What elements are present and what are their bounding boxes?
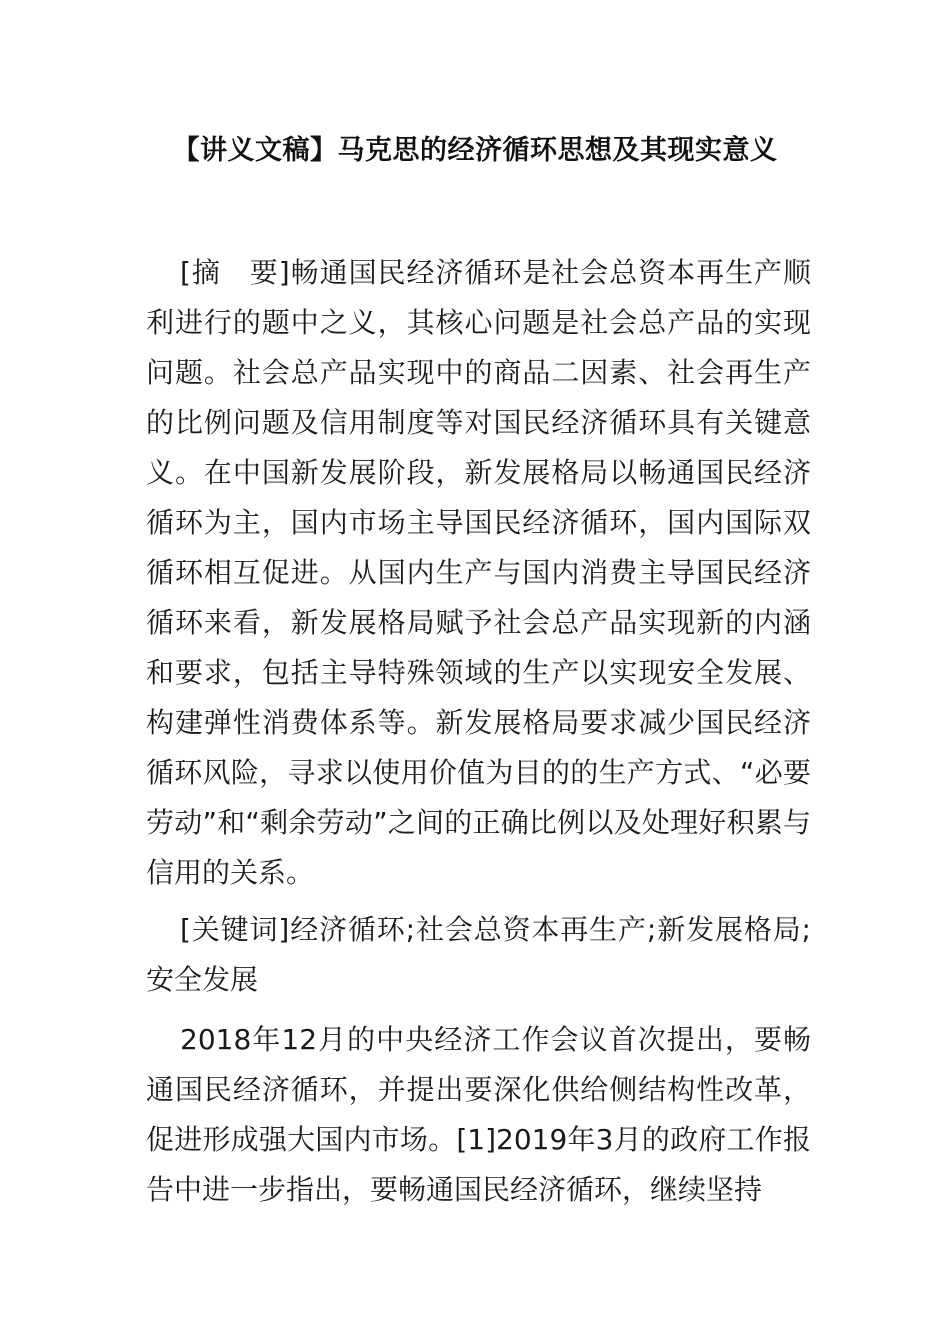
intro-paragraph: 2018年12月的中央经济工作会议首次提出，要畅通国民经济循环，并提出要深化供给侧结构性改革，促进形成强大国内市场。[1]2019年3月的政府工作报告中进一步指出，要畅通国民经济循环，继续坚持	[146, 1023, 811, 1206]
document-title: 【讲义文稿】马克思的经济循环思想及其现实意义	[172, 135, 778, 166]
keywords-paragraph: [关键词]经济循环;社会总资本再生产;新发展格局;安全发展	[146, 913, 811, 996]
abstract-paragraph: [摘 要]畅通国民经济循环是社会总资本再生产顺利进行的题中之义，其核心问题是社会总产品的实现问题。社会总产品实现中的商品二因素、社会再生产的比例问题及信用制度等对国民经济循环具有关键意义。在中国新发展阶段，新发展格局以畅通国民经济循环为主，国内市场主导国民经济循环，国内国际双循环相互促进。从国内生产与国内消费主导国民经济循环来看，新发展格局赋予社会总产品实现新的内涵和要求，包括主导特殊领域的生产以实现安全发展、构建弹性消费体系等。新发展格局要求减少国民经济循环风险，寻求以使用价值为目的的生产方式、“必要劳动”和“剩余劳动”之间的正确比例以及处理好积累与信用的关系。	[146, 256, 811, 889]
